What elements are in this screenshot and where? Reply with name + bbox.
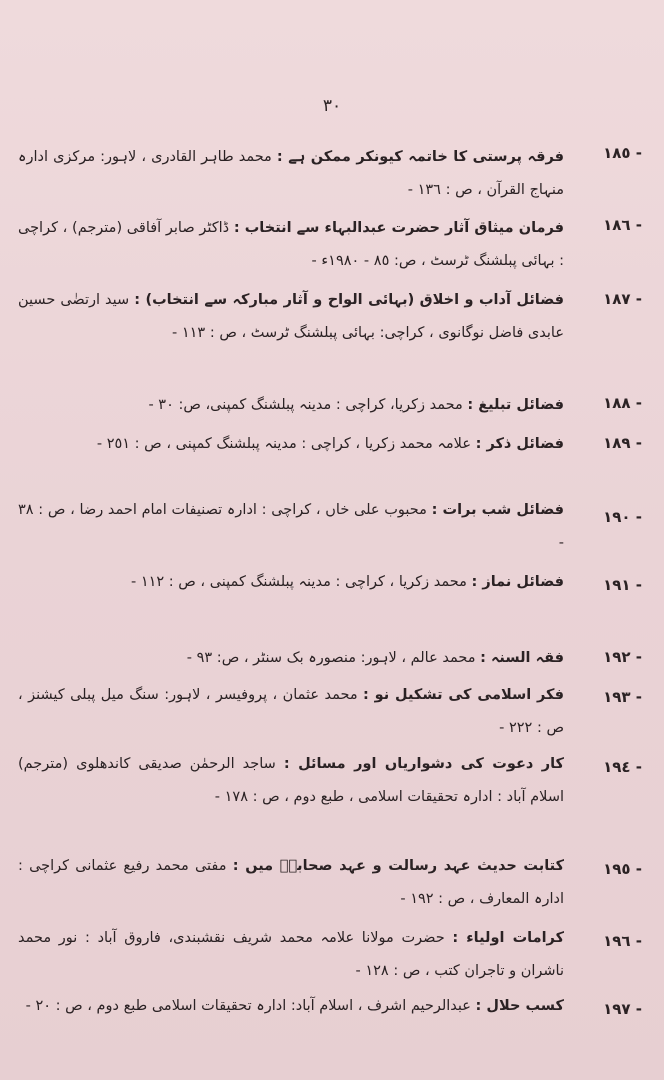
entry-details: ڈاکٹر صابر آفاقی (مترجم) ، کراچی : بہائی پبلشنگ ٹرسٹ ، ص: ٨٥ - ١٩٨٠ء - (18, 220, 564, 269)
entry-number: ١٩٦ - (603, 932, 642, 950)
entry-number: ١٩١ - (603, 576, 642, 594)
bibliography-entry (18, 748, 564, 847)
entry-title: فضائل آداب و اخلاق (بہائی الواح و آثار مبارکہ سے انتخاب) : (134, 292, 564, 308)
bibliography-entry (18, 494, 564, 560)
entry-number: ١٨٥ - (603, 144, 642, 162)
bibliography-entry (18, 990, 564, 1056)
entry-details: ساجد الرحمٰن صدیقی کاندھلوی (مترجم) اسلام آباد : ادارہ تحقیقات اسلامی ، طبع دوم ، ص : ١٧٨ - (18, 756, 564, 805)
entry-details: محبوب علی خاں ، کراچی : ادارہ تصنیفات امام احمد رضا ، ص : ٣٨ - (18, 502, 564, 551)
entry-details: محمد زکریا، کراچی : مدینہ پبلشنگ کمپنی، ص: ٣٠ - (148, 397, 463, 413)
entry-number: ١٨٦ - (603, 216, 642, 234)
entry-details: علامہ محمد زکریا ، کراچی : مدینہ پبلشنگ کمپنی ، ص : ٢٥١ - (96, 436, 471, 452)
entry-number: ١٨٨ - (603, 394, 642, 412)
entry-details: مفتی محمد رفیع عثمانی کراچی : ادارہ المعارف ، ص : ١٩٢ - (18, 858, 564, 907)
entry-title: فضائل ذکر : (475, 436, 564, 452)
entry-title: فضائل شب برات : (431, 502, 564, 518)
entry-number: ١٩٢ - (603, 648, 642, 666)
entry-number: ١٨٩ - (603, 434, 642, 452)
entry-number: ١٩٥ - (603, 860, 642, 878)
entry-details: محمد طاہر القادری ، لاہور: مرکزی ادارہ منہاج القرآن ، ص : ١٣٦ - (18, 149, 564, 198)
bibliography-entry (18, 850, 564, 916)
entry-number: ١٩٧ - (603, 1000, 642, 1018)
entry-title: فقہ السنہ : (480, 650, 564, 666)
entry-details: محمد عثمان ، پروفیسر ، لاہور: سنگ میل پبلی کیشنز ، ص : ٢٢٢ - (18, 687, 564, 736)
entry-title: فضائل نماز : (471, 574, 564, 590)
bibliography-entry (18, 212, 564, 278)
entry-title: فضائل تبلیغ : (467, 397, 564, 413)
entry-number: ١٨٧ - (603, 290, 642, 308)
bibliography-entry (18, 389, 564, 422)
entry-title: فرمان میثاق آثار حضرت عبدالبہاء سے انتخاب : (233, 220, 564, 236)
entry-details: سید ارتضٰی حسین عابدی فاضل نوگانوی ، کراچی: بہائی پبلشنگ ٹرسٹ ، ص : ١١٣ - (18, 292, 564, 341)
bibliography-entry (18, 141, 564, 207)
entry-details: حضرت مولانا علامہ محمد شریف نقشبندی، فاروق آباد : نور محمد ناشران و تاجران کتب ، ص : ١٢٨ - (18, 930, 564, 979)
entry-number: ١٩٠ - (603, 508, 642, 526)
entry-title: فکر اسلامی کی تشکیل نو : (363, 687, 564, 703)
bibliography-entry (18, 642, 564, 675)
bibliography-entry (18, 679, 564, 745)
entry-title: کتابت حدیث عہد رسالت و عہد صحابہؓ میں : (232, 858, 564, 874)
entry-title: کسب حلال : (475, 998, 564, 1014)
entry-number: ١٩٤ - (603, 758, 642, 776)
entry-details: محمد زکریا ، کراچی : مدینہ پبلشنگ کمپنی ، ص : ١١٢ - (130, 574, 467, 590)
bibliography-entry (18, 428, 564, 494)
bibliography-entry (18, 566, 564, 632)
entry-title: فرقہ پرستی کا خاتمہ کیونکر ممکن ہے : (276, 149, 564, 165)
entry-number: ١٩٣ - (603, 688, 642, 706)
page-number: ٣٠ (322, 96, 342, 116)
entry-title: کار دعوت کی دشواریاں اور مسائل : (283, 756, 564, 772)
entry-details: عبدالرحیم اشرف ، اسلام آباد: ادارہ تحقیقات اسلامی طبع دوم ، ص : ٢٠ - (25, 998, 471, 1014)
bibliography-entry (18, 284, 564, 383)
entry-title: کرامات اولیاء : (452, 930, 564, 946)
entry-details: محمد عالم ، لاہور: منصورہ بک سنٹر ، ص: ٩٣ - (186, 650, 476, 666)
bibliography-entry (18, 922, 564, 988)
